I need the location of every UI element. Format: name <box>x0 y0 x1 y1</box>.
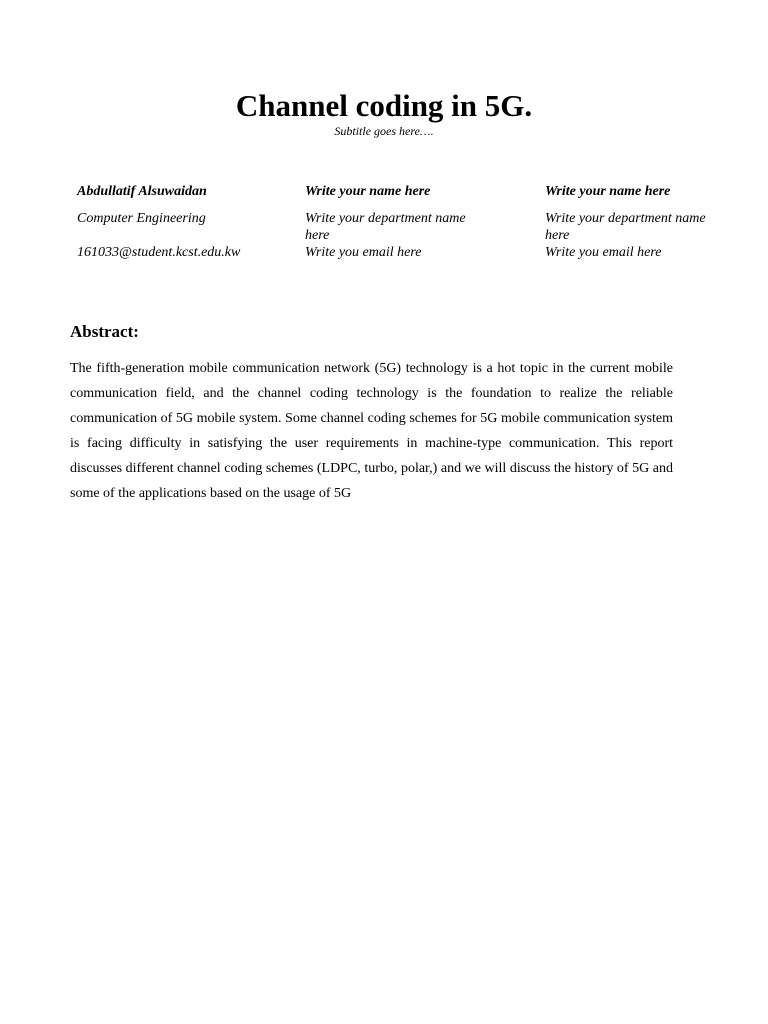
author-column-1 <box>77 183 253 261</box>
document-title: Channel coding in 5G. <box>235 88 533 123</box>
author-name: Write your name here <box>305 184 431 199</box>
author-column-2 <box>305 183 475 261</box>
document-subtitle: Subtitle goes here…. <box>334 124 434 138</box>
author-email: Write you email here <box>545 245 662 260</box>
author-name: Write your name here <box>545 184 671 199</box>
abstract-heading: Abstract: <box>70 322 139 341</box>
author-department: Write your department name here <box>545 211 706 243</box>
author-name: Abdullatif Alsuwaidan <box>77 184 207 199</box>
author-email: 161033@student.kcst.edu.kw <box>77 245 241 260</box>
author-block <box>77 183 717 283</box>
abstract-body: The fifth-generation mobile communication network (5G) technology is a hot topic in the current mobile communication field, and the channel coding technology is the foundation to realize the reliable communication of 5G mobile system. Some channel coding schemes for 5G mobile communication system is facing difficulty in satisfying the user requirements in machine-type communication. This report discusses different channel coding schemes (LDPC, turbo, polar,) and we will discuss the history of 5G and some of the applications based on the usage of 5G <box>70 361 673 501</box>
author-department: Computer Engineering <box>77 211 206 226</box>
author-column-3 <box>545 183 717 261</box>
author-email: Write you email here <box>305 245 422 260</box>
author-department: Write your department name here <box>305 211 466 243</box>
